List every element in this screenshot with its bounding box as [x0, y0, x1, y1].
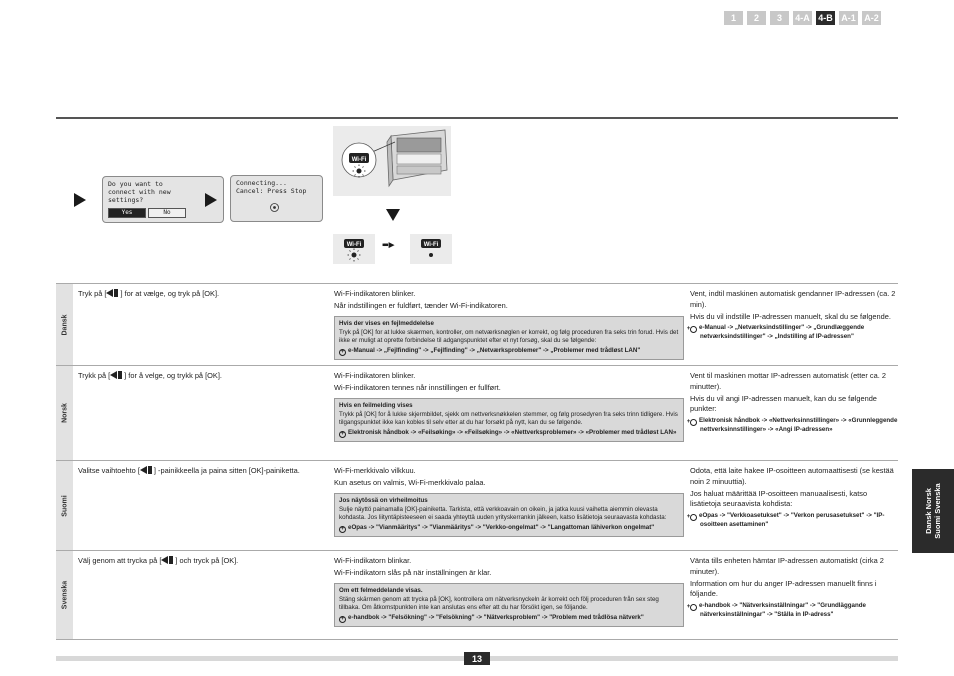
- instruction-col: [78, 551, 328, 567]
- reference-icon: +: [340, 348, 345, 355]
- error-note-ref: [339, 347, 679, 356]
- confirm-screen-line: settings?: [108, 196, 144, 204]
- error-note-ref-text: e-handbok -> "Felsökning" -> "Felsökning" -> "Nätverksproblem" -> "Problem med trådlösa nätverk": [348, 613, 644, 621]
- error-note-ref: [339, 614, 679, 623]
- error-note-text: Tryk på [OK] for at lukke skærmen, kontroller, om netværksnøglen er korrekt, og følg proceduren fra seks trin forud. Hvis det ikke er muligt at oprette forbindelse til adgangspunktet efter et nyt forsøg, skal du se følgende:: [339, 328, 679, 345]
- nav-item-4a[interactable]: 4-A: [793, 11, 812, 25]
- wifi-indicator-blinking-icon: [342, 143, 376, 178]
- left-arrow-key-icon: [140, 466, 147, 474]
- side-tab-text: [924, 483, 942, 538]
- ip-col: [686, 551, 898, 620]
- printer-illustration: [333, 126, 451, 196]
- reference-icon: +: [690, 604, 697, 611]
- lang-cell: [56, 551, 73, 639]
- step-arrow-icon: [74, 193, 86, 207]
- instruction-before: Välj genom att trycka på [: [78, 556, 162, 565]
- reference-icon: +: [340, 525, 345, 532]
- ip-line: Vent til maskinen mottar IP-adressen automatisk (etter ca. 2 minutter).: [690, 371, 886, 391]
- error-note-title: Jos näytössä on virheilmoitus: [339, 496, 428, 504]
- ip-ref: [686, 601, 898, 619]
- instruction-after: ] och tryck på [OK].: [175, 556, 239, 565]
- ip-ref: [686, 511, 898, 529]
- instruction-col: [78, 366, 328, 382]
- nav-item-a1[interactable]: A-1: [839, 11, 858, 25]
- instruction-col: [78, 284, 328, 300]
- reference-icon: +: [690, 419, 697, 426]
- wifi-label: Wi-Fi: [423, 242, 439, 248]
- row-dansk: [56, 283, 898, 365]
- status-line: Wi-Fi-indikatorn slås på när inställningen är klar.: [334, 568, 492, 577]
- error-note-text: Stäng skärmen genom att trycka på [OK], kontrollera om nätverksnyckeln är korrekt och följ proceduren från sex steg tillbaka. Om åtkomstpunkten inte kan anslutas ens efter att du har försökt igen, se följande.: [339, 595, 659, 612]
- wifi-label: Wi-Fi: [351, 157, 367, 163]
- error-note: [334, 493, 684, 537]
- status-line: Wi-Fi-indikatoren blinker.: [334, 289, 416, 298]
- ip-line: Hvis du vil indstille IP-adressen manuelt, skal du se følgende.: [690, 311, 891, 321]
- yes-button[interactable]: Yes: [108, 208, 146, 218]
- instruction-before: Tryk på [: [78, 289, 107, 298]
- ip-ref-text: e-Manual -> „Netværksindstillinger" -> „Grundlæggende netværksindstillinger" -> „Indstilling af IP-adressen": [699, 324, 865, 340]
- reference-icon: +: [340, 615, 345, 622]
- wifi-on-icon: [410, 234, 452, 264]
- key-icon: [114, 289, 118, 297]
- language-side-tab: [912, 469, 954, 553]
- page-number: 13: [464, 652, 490, 665]
- status-line: Wi-Fi-merkkivalo vilkkuu.: [334, 466, 416, 475]
- chapter-nav: [724, 11, 881, 25]
- instruction-after: ] -painikkeella ja paina sitten [OK]-painiketta.: [153, 466, 300, 475]
- status-col: [334, 551, 684, 627]
- ip-ref: [686, 416, 898, 434]
- status-line: Wi-Fi-indikatoren blinker.: [334, 371, 416, 380]
- status-line: Kun asetus on valmis, Wi-Fi-merkkivalo palaa.: [334, 478, 486, 487]
- error-note-ref: [339, 429, 679, 438]
- left-arrow-key-icon: [110, 371, 117, 379]
- wifi-blinking-icon: [333, 234, 375, 264]
- left-arrow-key-icon: [161, 556, 168, 564]
- reference-icon: +: [690, 326, 697, 333]
- ip-line: Jos haluat määrittää IP-osoitteen manuaalisesti, katso lisätietoja seuraavista kohdista:: [690, 488, 868, 508]
- ip-line: Odota, että laite hakee IP-osoitteen automaattisesti (se kestää noin 2 minuuttia).: [690, 466, 894, 486]
- error-note-ref-text: e-Manual -> „Fejlfinding" -> „Fejlfinding" -> „Netværksproblemer" -> „Problemer med trådløst LAN": [348, 346, 641, 354]
- step-arrow-icon: [205, 193, 217, 207]
- instruction-after: ] for at vælge, og tryk på [OK].: [120, 289, 220, 298]
- lang-cell: [56, 461, 73, 550]
- left-arrow-key-icon: [106, 289, 113, 297]
- instruction-before: Valitse vaihtoehto [: [78, 466, 140, 475]
- error-note: [334, 316, 684, 360]
- error-note: [334, 583, 684, 627]
- no-button[interactable]: No: [148, 208, 186, 218]
- instruction-col: [78, 461, 328, 477]
- lang-label: Suomi: [61, 494, 68, 517]
- error-note-title: Hvis der vises en fejlmeddelelse: [339, 319, 434, 327]
- error-note-title: Hvis en feilmelding vises: [339, 401, 413, 409]
- ip-col: [686, 366, 898, 435]
- status-col: [334, 461, 684, 537]
- reference-icon: +: [690, 514, 697, 521]
- error-note-ref-text: Elektronisk håndbok -> «Feilsøking» -> «Feilsøking» -> «Nettverksproblemer» -> «Problemer med trådløst LAN»: [348, 428, 677, 436]
- transition-arrow-icon: ▪▪▪►: [382, 240, 395, 251]
- error-note-ref-text: eOpas -> "Vianmääritys" -> "Vianmääritys" -> "Verkko-ongelmat" -> "Langattoman lähiverkon ongelmat": [348, 523, 655, 531]
- error-note-title: Om ett felmeddelande visas.: [339, 586, 423, 594]
- row-svenska: [56, 550, 898, 640]
- ip-ref-text: eOpas -> "Verkkoasetukset" -> "Verkon perusasetukset" -> "IP-osoitteen asettaminen": [699, 511, 885, 528]
- error-note-ref: [339, 524, 679, 533]
- ip-ref-text: e-handbok -> "Nätverksinställningar" -> "Grundläggande nätverksinställningar" -> "Ställa in IP-adress": [699, 601, 866, 618]
- confirm-screen-line: Do you want to: [108, 180, 163, 188]
- lang-cell: [56, 366, 73, 460]
- error-note-text: Trykk på [OK] for å lukke skjermbildet, sjekk om nettverksnøkkelen stemmer, og følg prosedyren fra seks trinn tidligere. Hvis tilgangspunktet ikke kan kobles til selv etter at du har forsøkt på nytt, kan du se følgende.: [339, 410, 678, 427]
- nav-item-1[interactable]: 1: [724, 11, 743, 25]
- progress-icon: [269, 202, 280, 213]
- ip-ref: [686, 324, 898, 341]
- reference-icon: +: [340, 430, 345, 437]
- status-col: [334, 284, 684, 360]
- ip-ref-text: Elektronisk håndbok -> «Nettverksinnstillinger» -> «Grunnleggende nettverksinnstillinger» -> «Angi IP-adressen»: [699, 416, 898, 433]
- down-arrow-icon: [386, 209, 400, 221]
- ip-line: Information om hur du anger IP-adressen manuellt finns i följande.: [690, 578, 877, 598]
- lang-cell: [56, 284, 73, 365]
- side-tab-line: Dansk Norsk: [924, 488, 933, 534]
- status-col: [334, 366, 684, 442]
- lang-label: Norsk: [61, 403, 68, 423]
- nav-item-3[interactable]: 3: [770, 11, 789, 25]
- nav-item-a2[interactable]: A-2: [862, 11, 881, 25]
- ip-col: [686, 461, 898, 530]
- ip-line: Vänta tills enheten hämtar IP-adressen automatiskt (cirka 2 minuter).: [690, 556, 884, 576]
- nav-item-4b[interactable]: 4-B: [816, 11, 835, 25]
- key-icon: [148, 466, 152, 474]
- ip-line: Hvis du vil angi IP-adressen manuelt, kan du se følgende punkter:: [690, 393, 877, 413]
- ip-line: Vent, indtil maskinen automatisk gendanner IP-adressen (ca. 2 min).: [690, 289, 896, 309]
- connecting-screen: [230, 175, 323, 222]
- lang-label: Svenska: [61, 580, 68, 610]
- error-note-text: Sulje näyttö painamalla [OK]-painiketta. Tarkista, että verkkoavain on oikein, ja jatka kuusi vaihetta aiemmin olevasta kohdasta. Jos liityntäpisteeseen ei saada yhteyttä uuden yrityskerrankin jälkeen, katso lisätietoja seuraavasta kohdasta:: [339, 505, 667, 522]
- status-line: Når indstillingen er fuldført, tænder Wi-Fi-indikatoren.: [334, 301, 508, 310]
- wifi-label: Wi-Fi: [346, 242, 362, 248]
- side-tab-line: Suomi Svenska: [933, 483, 942, 539]
- ip-col: [686, 284, 898, 343]
- wifi-blinking-panel: [333, 234, 375, 264]
- instruction-after: ] for å velge, og trykk på [OK].: [124, 371, 222, 380]
- status-line: Wi-Fi-indikatoren tennes når innstillingen er fullført.: [334, 383, 501, 392]
- status-line: Wi-Fi-indikatorn blinkar.: [334, 556, 412, 565]
- connecting-screen-line: Connecting...: [236, 179, 287, 187]
- nav-item-2[interactable]: 2: [747, 11, 766, 25]
- instruction-before: Trykk på [: [78, 371, 111, 380]
- connecting-screen-line: Cancel: Press Stop: [236, 187, 307, 195]
- error-note: [334, 398, 684, 442]
- header-divider: [56, 117, 898, 119]
- key-icon: [169, 556, 173, 564]
- row-suomi: [56, 460, 898, 550]
- lang-label: Dansk: [61, 313, 68, 336]
- confirm-screen-line: connect with new: [108, 188, 171, 196]
- key-icon: [118, 371, 122, 379]
- row-norsk: [56, 365, 898, 460]
- wifi-on-panel: [410, 234, 452, 264]
